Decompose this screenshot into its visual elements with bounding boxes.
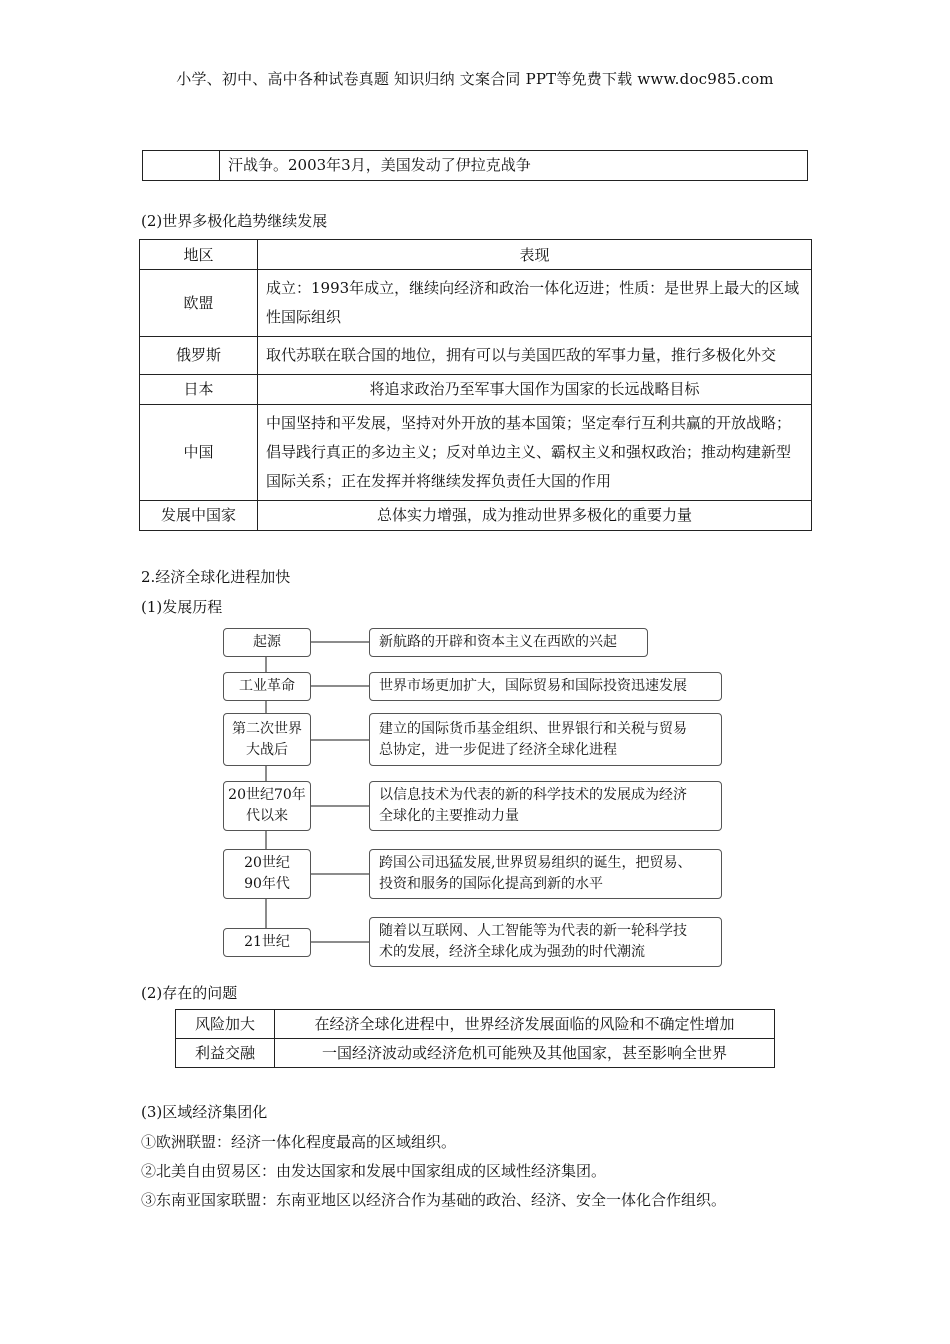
flow-stage-origin-text: 起源: [253, 634, 281, 650]
multipolar-desc-developing: 总体实力增强，成为推动世界多极化的重要力量: [258, 501, 812, 531]
problems-label-risk: 风险加大: [176, 1010, 275, 1039]
regional-item-nafta: ②北美自由贸易区：由发达国家和发展中国家组成的区域性经济集团。: [141, 1162, 607, 1180]
multipolar-header-desc: 表现: [258, 240, 812, 270]
multipolar-header-region: 地区: [140, 240, 258, 270]
flow-stage-21st-text: 21世纪: [244, 934, 290, 950]
flow-desc-1970s-line1: 以信息技术为代表的新的科学技术的发展成为经济: [379, 787, 687, 803]
flow-desc-1990s: [369, 849, 722, 899]
multipolar-desc-eu: 成立：1993年成立，继续向经济和政治一体化迈进；性质：是世界上最大的区域性国际组织: [258, 270, 812, 337]
top-table-right-cell: 汗战争。2003年3月，美国发动了伊拉克战争: [220, 151, 808, 181]
multipolar-title: (2)世界多极化趋势继续发展: [141, 212, 328, 230]
regional-title: (3)区域经济集团化: [141, 1103, 268, 1121]
flow-desc-1990s-line1: 跨国公司迅猛发展,世界贸易组织的诞生，把贸易、: [379, 855, 692, 871]
problems-desc-interest: 一国经济波动或经济危机可能殃及其他国家，甚至影响全世界: [275, 1039, 775, 1068]
flow-desc-origin-text: 新航路的开辟和资本主义在西欧的兴起: [379, 634, 617, 650]
multipolar-desc-china: 中国坚持和平发展，坚持对外开放的基本国策；坚定奉行互利共赢的开放战略；倡导践行真正的多边主义；反对单边主义、霸权主义和强权政治；推动构建新型国际关系；正在发挥并将继续发挥负责任大国的作用: [258, 405, 812, 501]
flow-desc-origin: [369, 628, 648, 657]
flow-desc-industrial-text: 世界市场更加扩大，国际贸易和国际投资迅速发展: [379, 678, 687, 694]
flow-desc-postwar-line2: 总协定，进一步促进了经济全球化进程: [379, 741, 617, 758]
flow-stage-postwar-line1: 第二次世界: [232, 720, 302, 737]
multipolar-region-eu: 欧盟: [140, 270, 258, 337]
multipolar-region-china: 中国: [140, 405, 258, 501]
flow-stage-1990s-line2: 90年代: [244, 876, 290, 892]
flow-desc-industrial: [369, 672, 722, 701]
problems-desc-risk: 在经济全球化进程中，世界经济发展面临的风险和不确定性增加: [275, 1010, 775, 1039]
regional-item-asean: ③东南亚国家联盟：东南亚地区以经济合作为基础的政治、经济、安全一体化合作组织。: [141, 1191, 727, 1209]
flow-stage-1990s-line1: 20世纪: [244, 855, 290, 871]
multipolar-desc-russia: 取代苏联在联合国的地位，拥有可以与美国匹敌的军事力量，推行多极化外交: [258, 337, 812, 375]
flow-stage-1970s-line1: 20世纪70年: [228, 787, 306, 803]
flow-stage-industrial: [223, 672, 311, 701]
multipolar-region-russia: 俄罗斯: [140, 337, 258, 375]
flow-desc-21st-line1: 随着以互联网、人工智能等为代表的新一轮科学技: [379, 923, 687, 939]
flow-stage-21st: [223, 928, 311, 957]
globalization-title: 2.经济全球化进程加快: [141, 568, 291, 586]
problems-title: (2)存在的问题: [141, 984, 238, 1002]
problems-label-interest: 利益交融: [176, 1039, 275, 1068]
globalization-subtitle: (1)发展历程: [141, 598, 223, 616]
flow-stage-1970s-line2: 代以来: [246, 808, 288, 824]
flow-desc-1970s-line2: 全球化的主要推动力量: [379, 808, 519, 824]
flow-desc-21st: [369, 917, 722, 967]
flow-stage-origin: [223, 628, 311, 657]
flow-desc-1990s-line2: 投资和服务的国际化提高到新的水平: [379, 876, 603, 892]
multipolar-region-developing: 发展中国家: [140, 501, 258, 531]
flow-desc-postwar: [369, 713, 722, 766]
multipolar-desc-japan: 将追求政治乃至军事大国作为国家的长远战略目标: [258, 375, 812, 405]
flow-stage-postwar: [223, 713, 311, 766]
flow-stage-1990s: [223, 849, 311, 899]
flow-desc-21st-line2: 术的发展，经济全球化成为强劲的时代潮流: [379, 944, 645, 960]
problems-table: [175, 1009, 775, 1068]
flow-stage-1970s: [223, 781, 311, 831]
flow-desc-postwar-line1: 建立的国际货币基金组织、世界银行和关税与贸易: [379, 720, 687, 737]
flow-stage-industrial-text: 工业革命: [239, 678, 295, 694]
regional-item-eu: ①欧洲联盟：经济一体化程度最高的区域组织。: [141, 1133, 457, 1151]
flow-desc-1970s: [369, 781, 722, 831]
multipolar-region-japan: 日本: [140, 375, 258, 405]
page-header: 小学、初中、高中各种试卷真题 知识归纳 文案合同 PPT等免费下载 www.doc985.com: [176, 70, 774, 88]
flow-stage-postwar-line2: 大战后: [246, 741, 288, 758]
